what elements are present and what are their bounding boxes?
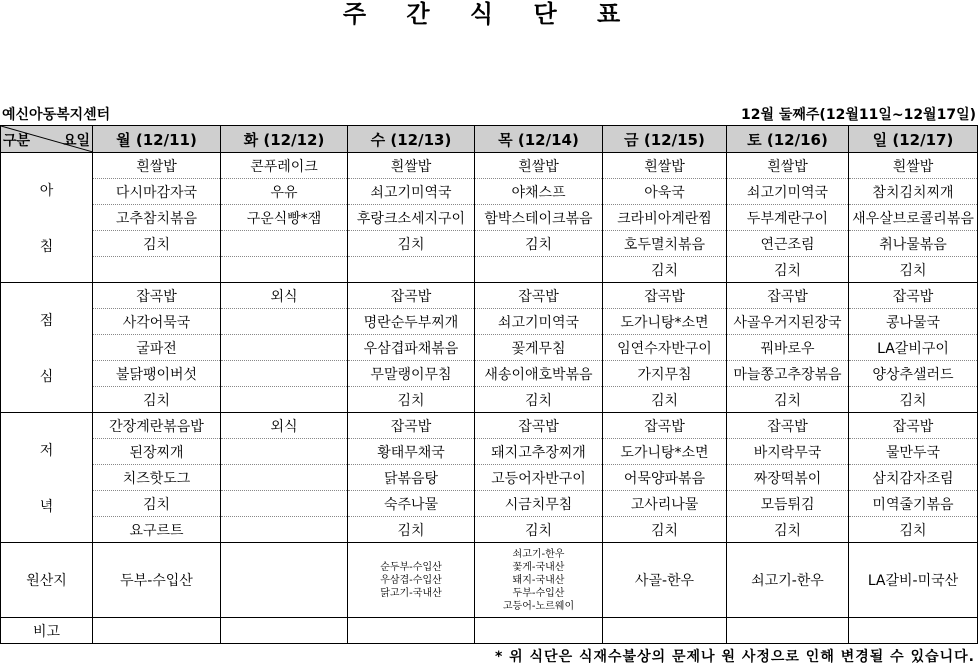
note-cell [849,618,978,644]
menu-item: 고사리나물 [603,491,727,517]
menu-item: 시금치무침 [475,491,603,517]
menu-item: 잡곡밥 [475,283,603,309]
menu-item: 김치 [348,387,475,413]
note-cell [603,618,727,644]
menu-item: 도가니탕*소면 [603,309,727,335]
menu-item: 잡곡밥 [348,413,475,439]
menu-row [1,283,978,309]
menu-item [221,361,348,387]
meal-label [1,153,93,283]
day-header: 일 (12/17) [849,126,978,153]
menu-item: 양상추샐러드 [849,361,978,387]
menu-item: 미역줄기볶음 [849,491,978,517]
menu-item: 흰쌀밥 [475,153,603,179]
menu-item: 돼지고추장찌개 [475,439,603,465]
menu-row [1,179,978,205]
menu-item: 김치 [849,517,978,543]
menu-item: 흰쌀밥 [849,153,978,179]
note-cell [348,618,475,644]
origin-cell: 사골-한우 [603,543,727,618]
menu-item [221,491,348,517]
menu-item: 불닭팽이버섯 [93,361,221,387]
menu-item: 닭볶음탕 [348,465,475,491]
origin-cell [221,543,348,618]
meal-label-char: 녁 [39,498,54,515]
menu-item: 함박스테이크볶음 [475,205,603,231]
menu-item: 김치 [603,387,727,413]
note-cell [93,618,221,644]
menu-item: 바지락무국 [727,439,849,465]
menu-item: 삼치감자조림 [849,465,978,491]
menu-item: 김치 [348,231,475,257]
menu-item: 김치 [727,517,849,543]
meal-label-char: 심 [39,368,54,385]
menu-item: 외식 [221,283,348,309]
origin-cell: 두부-수입산 [93,543,221,618]
day-header: 금 (12/15) [603,126,727,153]
menu-item: 잡곡밥 [727,413,849,439]
menu-item: 흰쌀밥 [727,153,849,179]
menu-item: 사골우거지된장국 [727,309,849,335]
menu-item: 요구르트 [93,517,221,543]
menu-item: 아욱국 [603,179,727,205]
menu-row [1,517,978,543]
note-cell [475,618,603,644]
menu-row [1,257,978,283]
menu-row [1,205,978,231]
meal-label-char: 아 [39,182,54,199]
menu-item: 우유 [221,179,348,205]
menu-item: 어묵양파볶음 [603,465,727,491]
day-header: 토 (12/16) [727,126,849,153]
note-cell [727,618,849,644]
menu-item [221,309,348,335]
menu-item [221,231,348,257]
day-header: 월 (12/11) [93,126,221,153]
menu-item: 호두멸치볶음 [603,231,727,257]
menu-item: 김치 [93,231,221,257]
corner-right-label: 요일 [62,133,90,149]
menu-item: 외식 [221,413,348,439]
menu-row [1,439,978,465]
weekly-menu-table [0,125,978,644]
menu-item: 흰쌀밥 [348,153,475,179]
menu-item: 김치 [849,257,978,283]
meal-label-char: 침 [39,238,54,255]
meal-label [1,283,93,413]
menu-item: 김치 [475,517,603,543]
menu-item: 잡곡밥 [348,283,475,309]
organization-name: 예신아동복지센터 [2,107,111,123]
meal-label-char: 점 [39,312,54,329]
menu-item: 야채스프 [475,179,603,205]
meal-label [1,413,93,543]
menu-row [1,361,978,387]
page-title: 주 간 식 단 표 [342,0,637,28]
menu-item: 크라비아계란찜 [603,205,727,231]
menu-item: 꽃게무침 [475,335,603,361]
menu-row [1,309,978,335]
menu-item: 잡곡밥 [849,283,978,309]
menu-item: 김치 [93,491,221,517]
menu-item: 다시마감자국 [93,179,221,205]
note-row [1,618,978,644]
menu-item: 임연수자반구이 [603,335,727,361]
menu-item: 쇠고기미역국 [727,179,849,205]
menu-item: 새우살브로콜리볶음 [849,205,978,231]
menu-item: 잡곡밥 [475,413,603,439]
week-range: 12월 둘째주(12월11일~12월17일) [740,107,976,123]
menu-item: 취나물볶음 [849,231,978,257]
menu-item: 짜장떡볶이 [727,465,849,491]
menu-row [1,231,978,257]
menu-row [1,387,978,413]
menu-item [221,335,348,361]
menu-item: 굴파전 [93,335,221,361]
menu-item: 김치 [348,517,475,543]
menu-item: 잡곡밥 [603,413,727,439]
menu-item: 흰쌀밥 [93,153,221,179]
menu-item: 도가니탕*소면 [603,439,727,465]
menu-row [1,335,978,361]
meal-label-char: 저 [39,442,54,459]
menu-item: 꿔바로우 [727,335,849,361]
day-header: 화 (12/12) [221,126,348,153]
menu-item: 잡곡밥 [93,283,221,309]
menu-item: 김치 [93,387,221,413]
menu-item: 김치 [603,257,727,283]
origin-cell: 순두부-수입산 우삼겹-수입산 닭고기-국내산 [348,543,475,618]
menu-item [221,257,348,283]
menu-item: 참치김치찌개 [849,179,978,205]
menu-item [475,257,603,283]
menu-item: 콩나물국 [849,309,978,335]
origin-cell: 쇠고기-한우 [727,543,849,618]
menu-row [1,413,978,439]
menu-item [93,257,221,283]
menu-item: 구운식빵*잼 [221,205,348,231]
menu-item: 쇠고기미역국 [475,309,603,335]
menu-item: 가지무침 [603,361,727,387]
menu-item: 후랑크소세지구이 [348,205,475,231]
menu-item [221,517,348,543]
footnote: * 위 식단은 식재수불상의 문제나 원 사정으로 인해 변경될 수 있습니다. [494,649,975,665]
header-row [1,126,978,153]
menu-item: 황태무채국 [348,439,475,465]
menu-item: LA갈비구이 [849,335,978,361]
menu-item: 콘푸레이크 [221,153,348,179]
menu-item: 고등어자반구이 [475,465,603,491]
origin-row [1,543,978,618]
note-cell [221,618,348,644]
note-label: 비고 [1,618,93,644]
menu-item: 모듬튀김 [727,491,849,517]
menu-row [1,491,978,517]
menu-item: 치즈핫도그 [93,465,221,491]
menu-item: 숙주나물 [348,491,475,517]
day-header: 목 (12/14) [475,126,603,153]
menu-item: 간장계란볶음밥 [93,413,221,439]
origin-cell: LA갈비-미국산 [849,543,978,618]
day-header: 수 (12/13) [348,126,475,153]
menu-item: 김치 [849,387,978,413]
menu-item [221,387,348,413]
menu-item: 새송이애호박볶음 [475,361,603,387]
menu-item: 된장찌개 [93,439,221,465]
corner-left-label: 구분 [3,133,31,149]
menu-item: 흰쌀밥 [603,153,727,179]
menu-item: 두부계란구이 [727,205,849,231]
menu-item: 고추참치볶음 [93,205,221,231]
menu-item: 잡곡밥 [849,413,978,439]
origin-label: 원산지 [1,543,93,618]
menu-item: 사각어묵국 [93,309,221,335]
menu-item: 마늘쫑고추장볶음 [727,361,849,387]
menu-item: 김치 [727,387,849,413]
menu-item: 김치 [475,387,603,413]
corner-header [1,126,93,153]
menu-item [348,257,475,283]
menu-item: 우삼겹파채볶음 [348,335,475,361]
menu-item: 쇠고기미역국 [348,179,475,205]
menu-item: 물만두국 [849,439,978,465]
menu-item: 김치 [727,257,849,283]
menu-item [221,439,348,465]
menu-item: 김치 [475,231,603,257]
menu-item: 무말랭이무침 [348,361,475,387]
menu-item: 잡곡밥 [727,283,849,309]
menu-item [221,465,348,491]
menu-item: 연근조림 [727,231,849,257]
menu-item: 잡곡밥 [603,283,727,309]
menu-item: 명란순두부찌개 [348,309,475,335]
menu-row [1,465,978,491]
menu-item: 김치 [603,517,727,543]
origin-cell: 쇠고기-한우 꽃게-국내산 돼지-국내산 두부-수입산 고등어-노르웨이 [475,543,603,618]
menu-row [1,153,978,179]
